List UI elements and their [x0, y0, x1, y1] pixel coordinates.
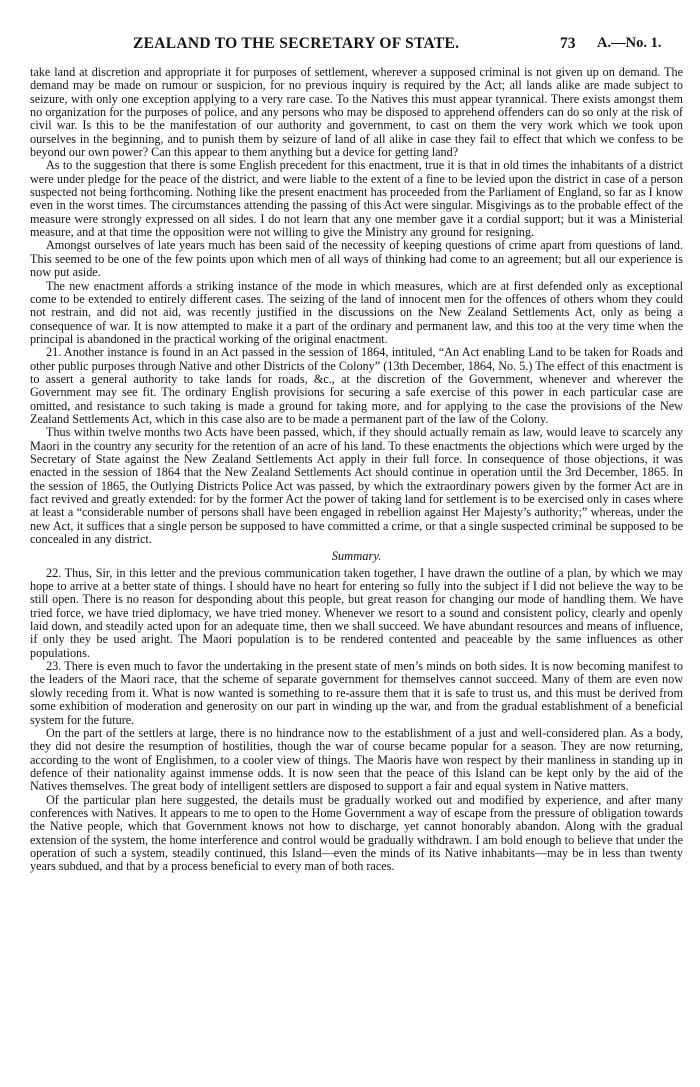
paragraph: As to the suggestion that there is some English precedent for this enactment, true it is that in old times the inhabitants of a district were under pledge for the peace of the district, and were liable to the extent of a fine to be levied upon the district in case of a person suspected not being forthcoming. Nothing like the present enactment has proceeded from the Parliament of England, so far as I know even in the worst times. The circumstances attending the passing of this Act were singular. Misgivings as to the probable effect of the measure were strongly expressed on all sides. I do not learn that any one member gave it a cordial support; but it was a Ministerial measure, and at that time the opposition were not willing to give the Ministry any ground for resigning.	[30, 158, 683, 240]
paragraph: On the part of the settlers at large, there is no hindrance now to the establishment of a just and well-considered plan. As a body, they did not desire the resumption of hostilities, though the war of course became popular for a season. They are now returning, according to the wont of Englishmen, to a cooler view of things. The Maoris have won respect by their manliness in standing up in defence of their nationality against immense odds. It is now seen that the peace of this Island can be kept only by the aid of the Natives themselves. The great body of intelligent settlers are disposed to support a fair and equal system in Native matters.	[30, 725, 683, 794]
paragraph: The new enactment affords a striking instance of the mode in which measures, which are at first defended only as exceptional come to be extended to entirely different cases. The seizing of the land of innocent men for the offences of others whom they could not restrain, and did not aid, was recently justified in the discussions on the New Zealand Settlements Act, only as being a consequence of war. It is now attempted to make it a part of the ordinary and permanent law, and this too at the very time when the principal is abandoned in the practical working of the original enactment.	[30, 278, 683, 346]
page-header	[0, 35, 700, 55]
paragraph: Thus within twelve months two Acts have been passed, which, if they should actually remain as law, would leave to scarcely any Maori in the country any security for the retention of an acre of his land. To these enactments the objections which were urged by the Secretary of State against the New Zealand Settlements Act apply in their full force. In consequence of those objections, it was enacted in the session of 1864 that the New Zealand Settlements Act should continue in operation until the 3rd December, 1865. In the session of 1865, the Outlying Districts Police Act was passed, by which the extraordinary powers given by the former Act are in fact revived and greatly extended: for by the former Act the power of taking land for settlement is to be exercised only in cases where at least a “considerable number of persons shall have been engaged in rebellion against Her Majesty’s authority;” whereas, under the new Act, it suffices that a single person be supposed to have committed a crime, or that a single suspected criminal be supposed to be concealed in any district.	[30, 425, 683, 547]
page-number: 73	[560, 35, 576, 52]
paragraph: 21. Another instance is found in an Act passed in the session of 1864, intituled, “An Act enabling Land to be taken for Roads and other public purposes through Native and other Districts of the Colony” (13th December, 1864, No. 5.) The effect of this enactment is to assert a general authority to take lands for roads, &c., at the discretion of the Government, whenever and wherever the Government may see fit. The ordinary English provisions for securing a safe exercise of this power in each particular case are omitted, and resistance to such taking is made a ground for taking more, and for applying to the case the provisions of the New Zealand Settlements Act, which in this case also are to be made a permanent part of the law of the Colony.	[30, 345, 683, 426]
paragraph: 22. Thus, Sir, in this letter and the previous communication taken together, I have drawn the outline of a plan, by which we may hope to arrive at a better state of things. I should have no heart for entering so fully into the subject if I did not believe the way to be still open. There is no reason for desponding about this people, but great reason for changing our mode of handling them. We have tried force, we have tried diplomacy, we have tried money. Whenever we resort to a sound and consistent policy, clearly and openly laid down, and steadily acted upon for an adequate time, then we shall succeed. We have abundant resources and means of influence, if only they be used aright. The Maori population is to be rendered contented and peaceable by the same influences as other populations.	[30, 565, 683, 660]
running-title: ZEALAND TO THE SECRETARY OF STATE.	[133, 35, 460, 52]
document-body	[30, 66, 683, 874]
paragraph: Amongst ourselves of late years much has been said of the necessity of keeping questions of crime apart from questions of land. This seemed to be one of the few points upon which men of all ways of thinking had come to an agreement; but all our experience is now put aside.	[30, 238, 683, 280]
paragraph: Of the particular plan here suggested, the details must be gradually worked out and modified by experience, and after many conferences with Natives. It appears to me to open to the Home Government a way of escape from the pressure of obligation towards the Native people, which that Government knows not how to discharge, yet cannot honorably abandon. Along with the gradual extension of the system, the home interference and control would be gradually withdrawn. I am bold enough to believe that under the operation of such a system, steadily continued, this Island—even the minds of its Native inhabitants—may be in less than twenty years subdued, and that by a process beneficial to every man of both races.	[30, 792, 683, 874]
document-reference: A.—No. 1.	[597, 35, 662, 51]
paragraph: 23. There is even much to favor the undertaking in the present state of men’s minds on both sides. It is now becoming manifest to the leaders of the Maori race, that the scheme of separate government for themselves cannot succeed. Many of them are even now slowly receding from it. What is now wanted is something to re-assure them that it is safe to trust us, and this must be derived from some exhibition of moderation and generosity on our part in winding up the war, and from the gradual establishment of a beneficial system for the future.	[30, 659, 683, 727]
paragraph: take land at discretion and appropriate it for purposes of settlement, wherever a supposed criminal is not given up on demand. The demand may be made on rumour or suspicion, for no previous inquiry is required by the Act; all lands alike are made subject to seizure, with only one exception applying to a very rare case. To the Natives this must appear tyrannical. There exists amongst them no organization for the purposes of police, and any persons who may be disposed to apprehend offenders can do so only at the risk of civil war. Is this to be the manifestation of our authority and government, to cast on them the very work which we took upon ourselves in the beginning, and to punish them by seizure of land of all alike in case they fail to effect that which we confess to be beyond our own power? Can this appear to them anything but a device for getting land?	[30, 65, 683, 160]
summary-heading: Summary.	[331, 549, 382, 564]
